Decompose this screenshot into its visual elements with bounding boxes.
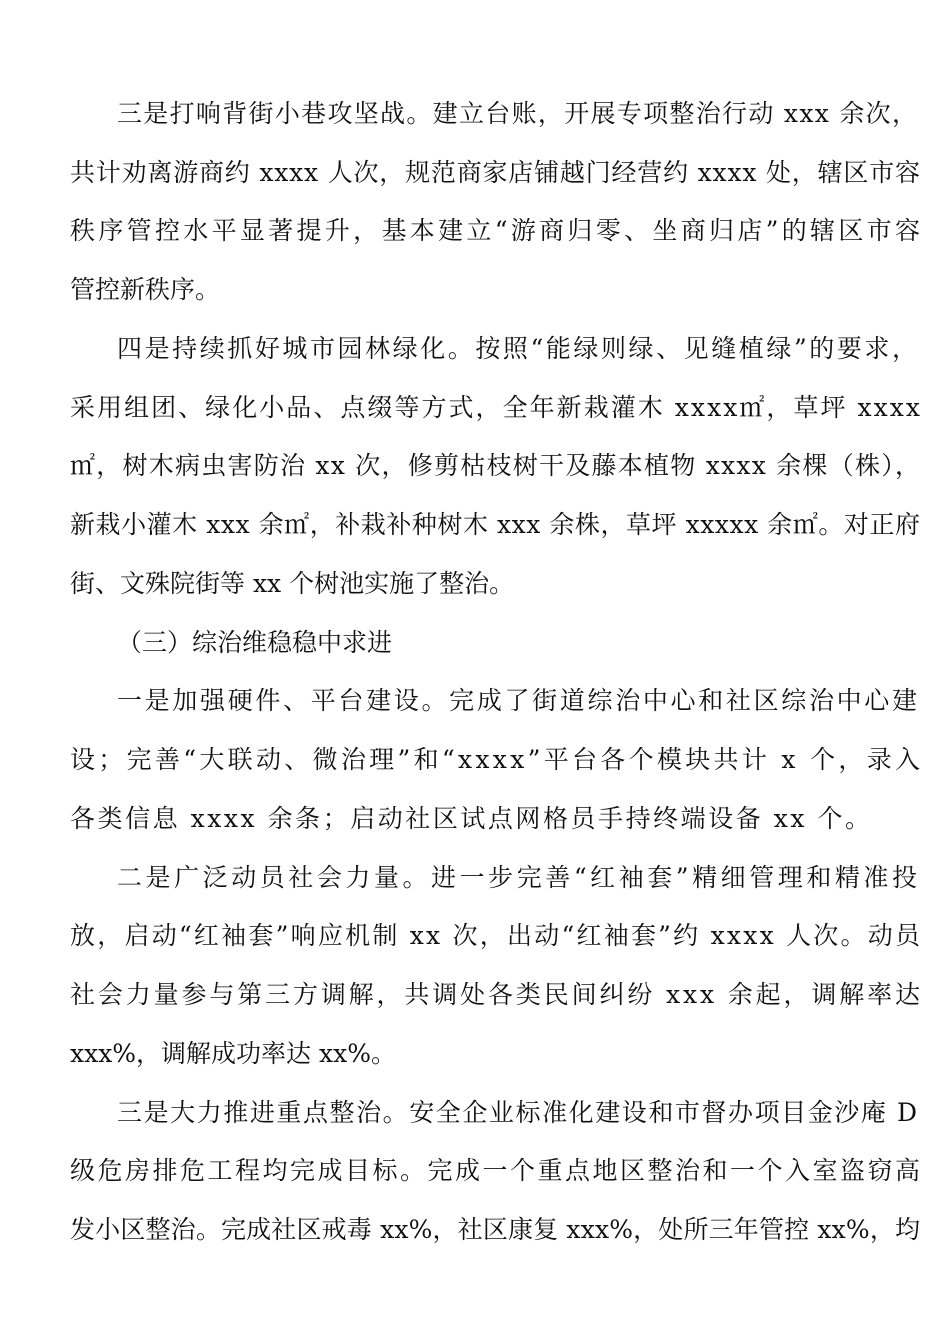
- text-line: 新栽小灌木 xxx 余㎡，补栽补种树木 xxx 余株，草坪 xxxxx 余㎡。对正府: [70, 510, 921, 539]
- text-line: 各类信息 xxxx 余条；启动社区试点网格员手持终端设备 xx 个。: [70, 804, 873, 833]
- text-line: 级危房排危工程均完成目标。完成一个重点地区整治和一个入室盗窃高: [70, 1156, 923, 1185]
- text-line: 三是打响背街小巷攻坚战。建立台账，开展专项整治行动 xxx 余次，: [117, 99, 919, 128]
- text-line: 社会力量参与第三方调解，共调处各类民间纠纷 xxx 余起，调解率达: [70, 980, 923, 1009]
- text-line: xxx%，调解成功率达 xx%。: [70, 1039, 396, 1068]
- text-line: 街、文殊院街等 xx 个树池实施了整治。: [70, 569, 515, 598]
- text-line: 采用组团、绿化小品、点缀等方式，全年新栽灌木 xxxx㎡，草坪 xxxx: [70, 393, 923, 422]
- text-line: 发小区整治。完成社区戒毒 xx%，社区康复 xxx%，处所三年管控 xx%，均: [70, 1215, 921, 1244]
- text-line: 二是广泛动员社会力量。进一步完善“红袖套”精细管理和精准投: [117, 863, 921, 892]
- text-line: ㎡，树木病虫害防治 xx 次，修剪枯枝树干及藤本植物 xxxx 余棵（株），: [70, 451, 922, 480]
- text-line: 放，启动“红袖套”响应机制 xx 次，出动“红袖套”约 xxxx 人次。动员: [70, 921, 923, 950]
- text-line: 秩序管控水平显著提升，基本建立“游商归零、坐商归店”的辖区市容: [70, 216, 924, 245]
- text-line: 共计劝离游商约 xxxx 人次，规范商家店铺越门经营约 xxxx 处，辖区市容: [70, 158, 921, 187]
- section-heading-text: （三）综治维稳稳中求进: [117, 628, 393, 657]
- text-line: 一是加强硬件、平台建设。完成了街道综治中心和社区综治中心建: [117, 686, 920, 715]
- text-line: 管控新秩序。: [70, 275, 221, 304]
- text-line: 设；完善“大联动、微治理”和“xxxx”平台各个模块共计 x 个，录入: [70, 745, 924, 774]
- text-line: 四是持续抓好城市园林绿化。按照“能绿则绿、见缝植绿”的要求，: [117, 334, 920, 363]
- text-line: 三是大力推进重点整治。安全企业标准化建设和市督办项目金沙庵 D: [117, 1098, 919, 1127]
